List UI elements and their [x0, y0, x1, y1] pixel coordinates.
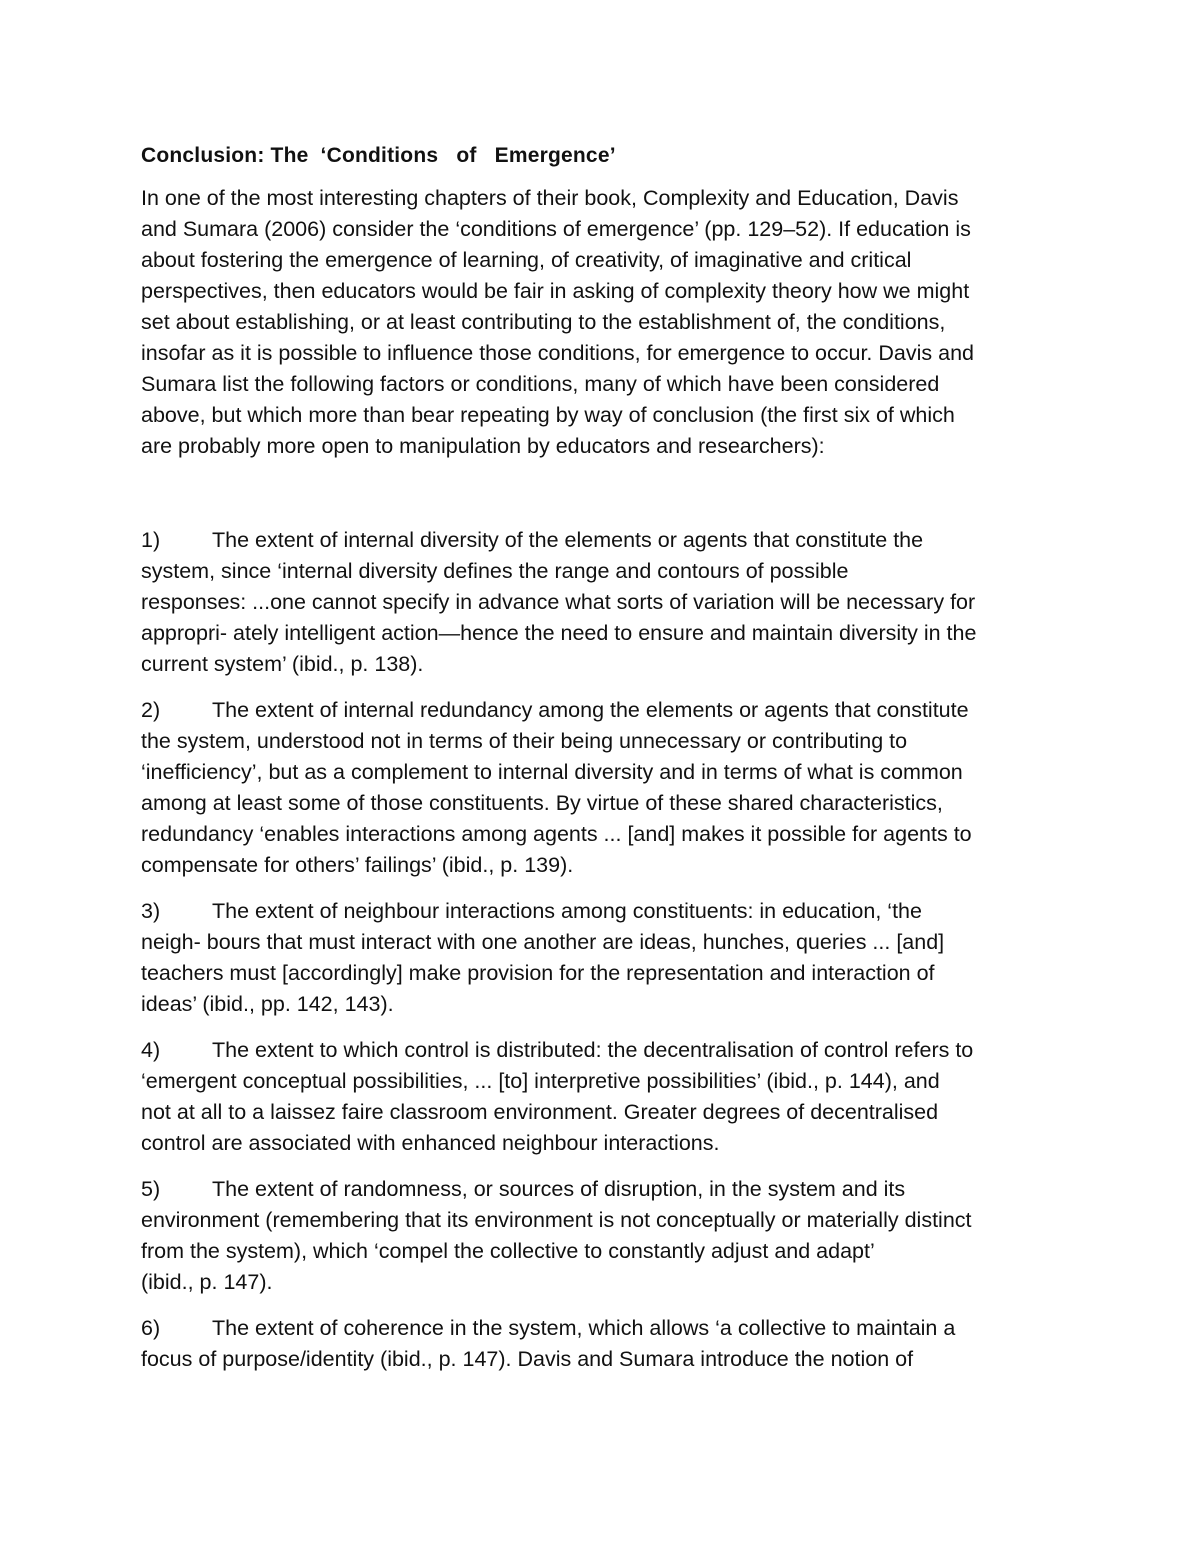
list-item-number: 4)	[141, 1038, 161, 1062]
section-heading: Conclusion: The ‘Conditions of Emergence’	[141, 144, 616, 167]
intro-paragraph: In one of the most interesting chapters of their book, Complexity and Education, Davis and Sumara (2006) consider the ‘conditions of emergence’ (pp. 129–52). If education is about fostering the emergence of learning, of creativity, of imaginative and critical perspectives, then educators would be fair in asking of complexity theory how we might set about establishing, or at least contributing to the establishment of, the conditions, insofar as it is possible to influence those conditions, for emergence to occur. Davis and Sumara list the following factors or conditions, many of which have been considered above, but which more than bear repeating by way of conclusion (the first six of which are probably more open to manipulation by educators and researchers):	[141, 186, 974, 458]
list-item-text: The extent to which control is distributed: the decentralisation of control refers to ‘emergent conceptual possibilities, ... [to] interpretive possibilities’ (ibid., p. 144), and not at all to a laissez faire classroom environment. Greater degrees of decentralised control are associated with enhanced neighbour interactions.	[141, 1038, 974, 1155]
list-item	[141, 1313, 1061, 1375]
document-body	[141, 140, 1061, 1390]
paragraph-spacer	[141, 462, 1061, 525]
list-item-text: The extent of internal redundancy among the elements or agents that constitute the system, understood not in terms of their being unnecessary or contributing to ‘inefficiency’, but as a complement to internal diversity and in terms of what is common among at least some of those constituents. By virtue of these shared characteristics, redundancy ‘enables interactions among agents ... [and] makes it possible for agents to compensate for others’ failings’ (ibid., p. 139).	[141, 698, 972, 877]
list-item-text: The extent of coherence in the system, which allows ‘a collective to maintain a focus of purpose/identity (ibid., p. 147). Davis and Sumara introduce the notion of	[141, 1316, 956, 1371]
list-item	[141, 695, 1061, 881]
list-item-text: The extent of neighbour interactions among constituents: in education, ‘the neigh- bours that must interact with one another are ideas, hunches, queries ... [and] teachers must [accordingly] make provision for the representation and interaction of ideas’ (ibid., pp. 142, 143).	[141, 899, 945, 1016]
list-item	[141, 1174, 1061, 1298]
list-item-text: The extent of internal diversity of the elements or agents that constitute the system, since ‘internal diversity defines the range and contours of possible responses: ...one cannot specify in advance what sorts of variation will be necessary for appropri- ately intelligent action—hence the need to ensure and maintain diversity in the current system’ (ibid., p. 138).	[141, 528, 977, 676]
list-item	[141, 1035, 1061, 1159]
list-item-number: 2)	[141, 698, 161, 722]
list-item	[141, 525, 1061, 680]
list-item-number: 3)	[141, 899, 161, 923]
list-item-number: 6)	[141, 1316, 161, 1340]
list-item-number: 5)	[141, 1177, 161, 1201]
list-item	[141, 896, 1061, 1020]
list-item-number: 1)	[141, 528, 161, 552]
list-item-text: The extent of randomness, or sources of disruption, in the system and its environment (remembering that its environment is not conceptually or materially distinct from the system), which ‘compel the collective to constantly adjust and adapt’ (ibid., p. 147).	[141, 1177, 972, 1294]
